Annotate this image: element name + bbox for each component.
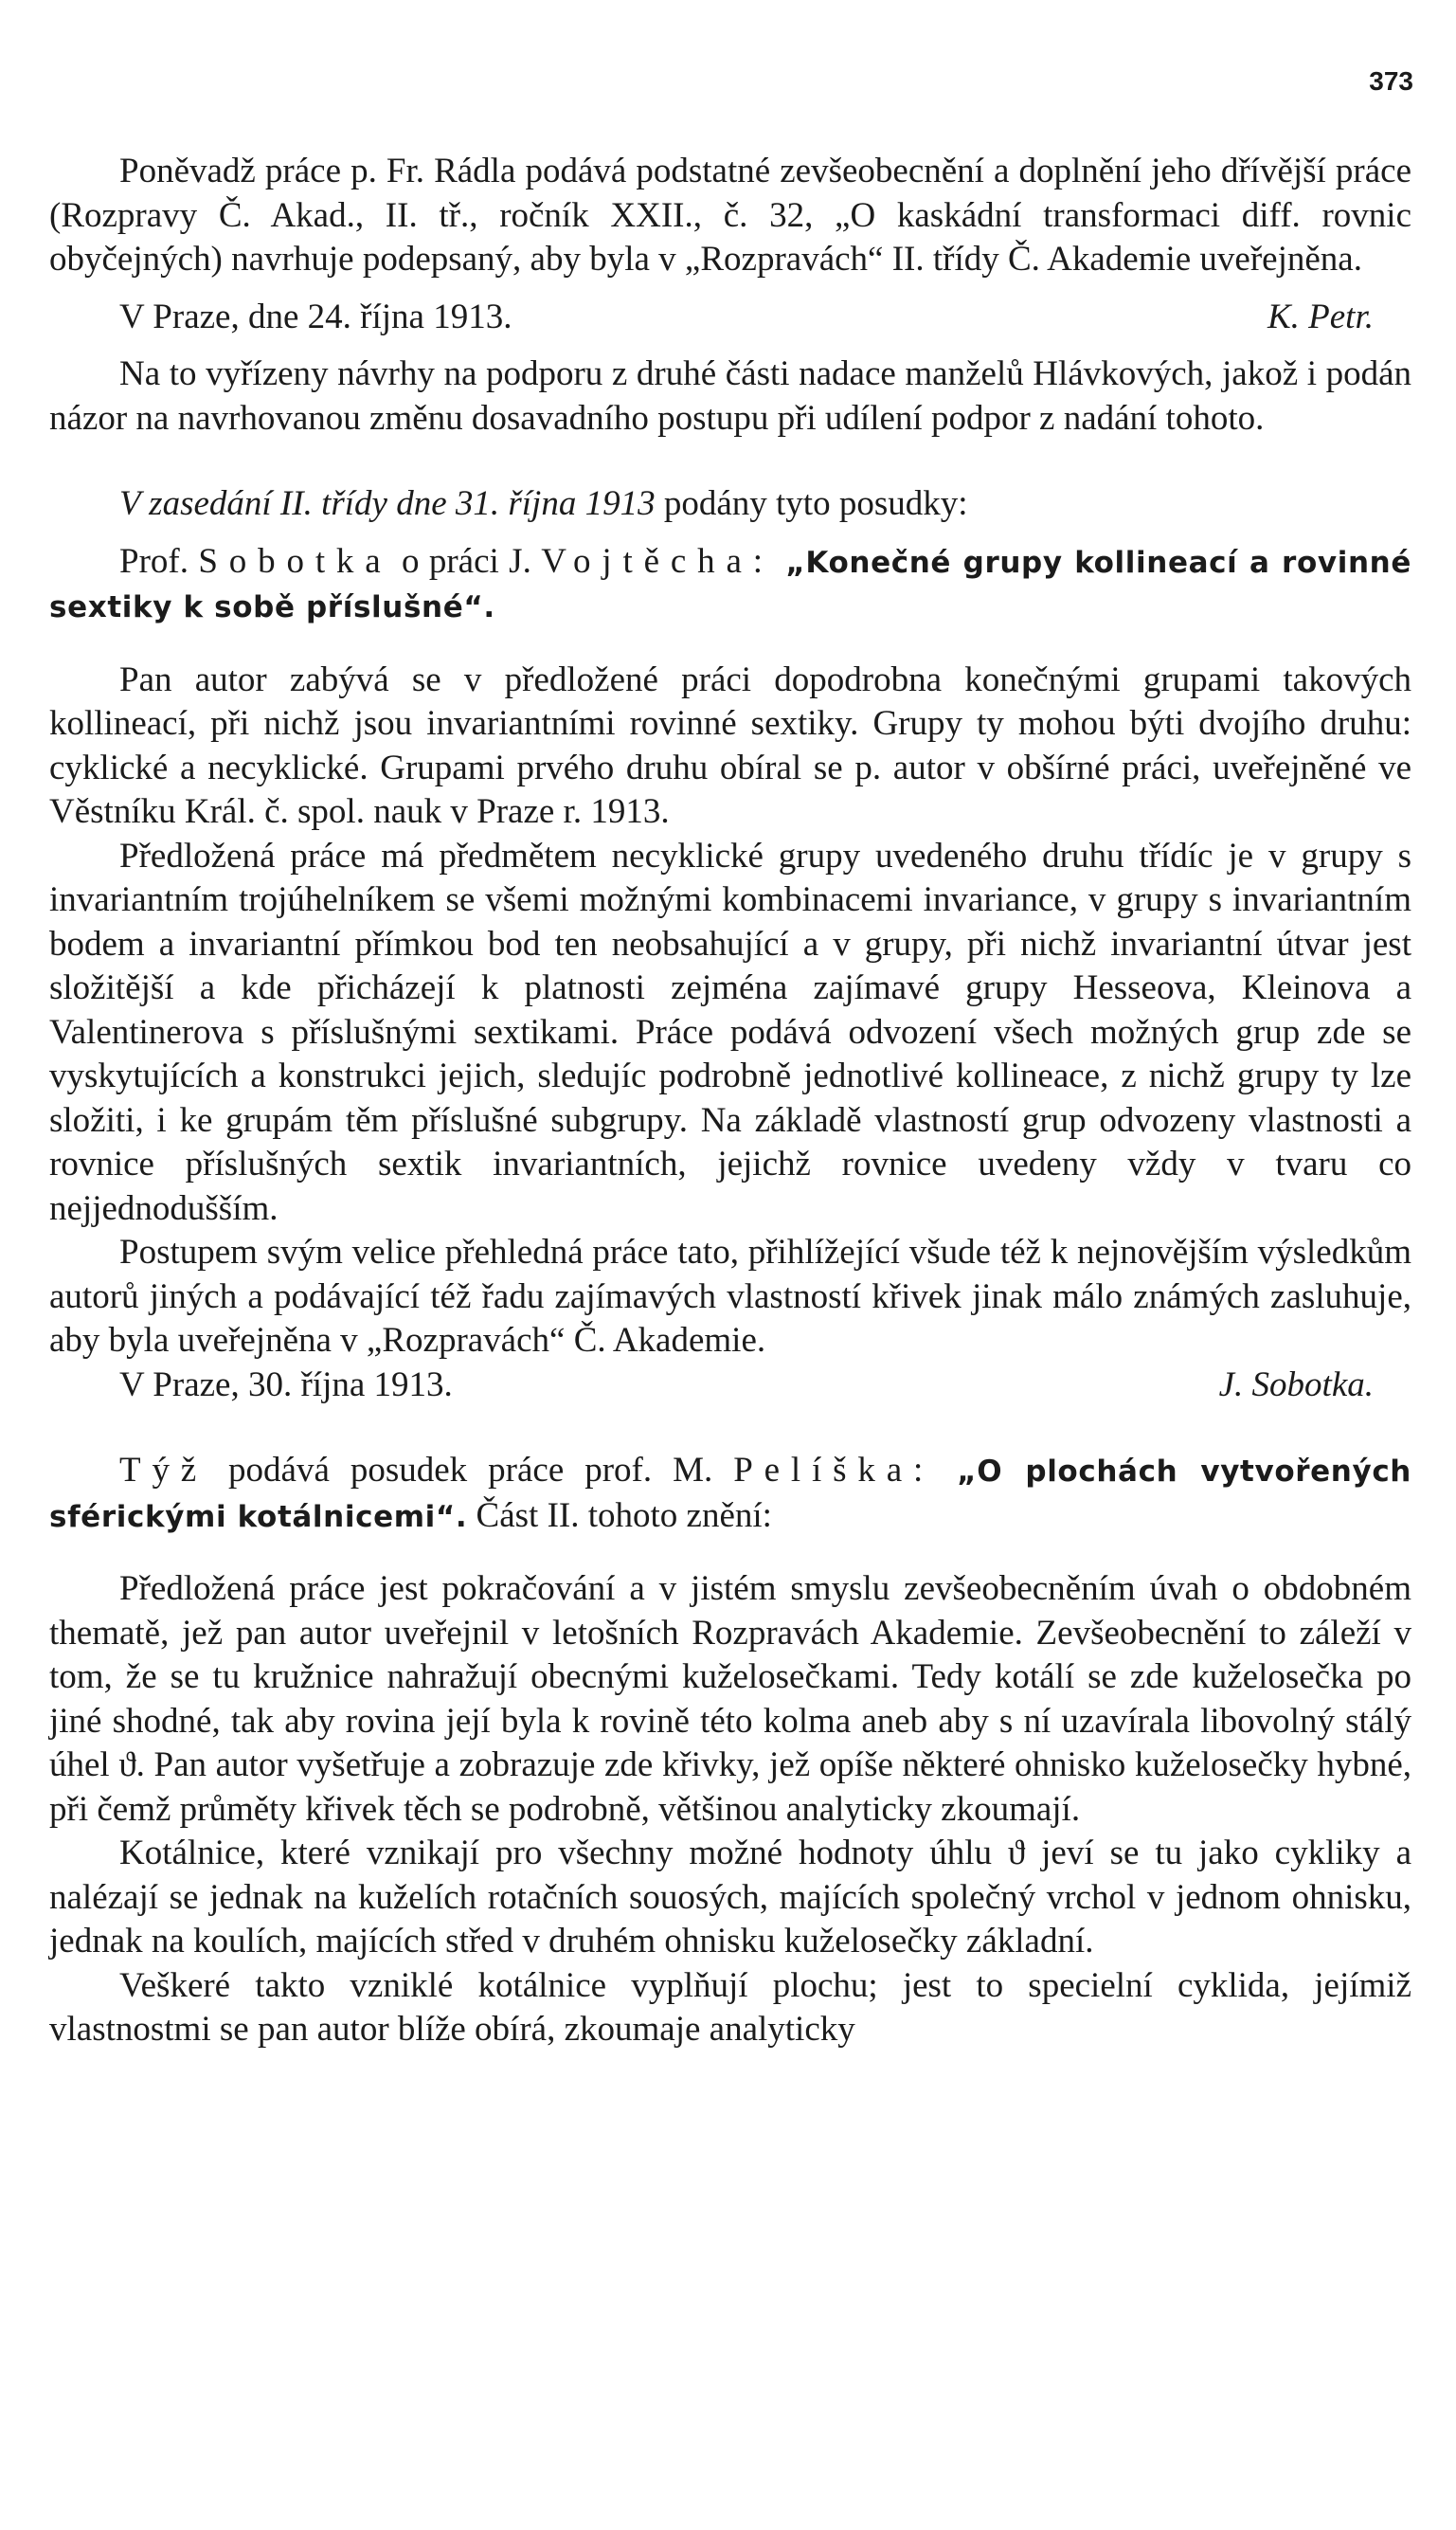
review-heading-text: o práci J. [391,541,542,581]
work-title: „Konečné grupy kollineací a rovinné sextiky k sobě příslušné“. [49,545,1411,624]
review-heading-text: Část II. tohoto znění: [467,1495,772,1535]
paragraph-hlavka-foundation: Na to vyřízeny návrhy na podporu z druhé části nadace manželů Hlávkových, jakož i podán názor na navrhovanou změnu dosavadního postupu při udílení podpor z nadání tohoto. [49,354,1411,438]
paragraph-review-body: Veškeré takto vzniklé kotálnice vyplňují plochu; jest to specielní cyklida, jejímiž vlastnostmi se pan autor blíže obírá, zkoumaje analyticky [49,1965,1411,2049]
session-date: V zasedání II. třídy dne 31. října 1913 [119,484,656,523]
paragraph-review-body: Kotálnice, které vznikají pro všechny možné hodnoty úhlu ϑ jeví se tu jako cykliky a nalézají se jednak na kuželích rotačních souosých, majících společný vrchol v jednom ohnisku, jednak na koulích, majících střed v druhém ohnisku kuželosečky základní. [49,1834,1411,1961]
author-name: Pelíška: [733,1451,935,1490]
author-name: Vojtěcha: [541,541,774,581]
session-rest: podány tyto posudky: [655,484,968,523]
page-number: 373 [1369,66,1413,96]
signature-line-sobotka [49,1364,1411,1408]
paragraph-petr-review: Poněvadž práce p. Fr. Rádla podává podstatné zevšeobecnění a doplnění jeho dřívější práce (Rozpravy Č. Akad., II. tř., ročník XXII., č. 32, „O kaskádní transformaci diff. rovnic obyčejných) navrhuje podepsaný, aby byla v „Rozpravách“ II. třídy Č. Akademie uveřejněna. [49,152,1411,279]
signature-line-petr [49,296,1411,340]
signature-author: K. Petr. [1267,297,1374,336]
paragraph-review-body: Předložená práce má předmětem necyklické grupy uvedeného druhu třídíc je v grupy s invariantním trojúhelníkem se všemi možnými kombinacemi invariance, v grupy s invariantním bodem a invariantní přímkou bod ten neobsahující a v grupy, při nichž invariantní útvar jest složitější a kde přicházejí k platnosti zejména zajímavé grupy Hesseova, Kleinova a Valentinerova s příslušnými sextikami. Práce podává odvození všech možných grup zde se vyskytujících a konstrukci jejich, sledujíc podrobně jednotlivé kollineace, z nichž grupy ty lze složiti, i ke grupám těm příslušné subgrupy. Na základě vlastností grup odvozeny vlastnosti a rovnice příslušných sextik invariantních, jejichž rovnice uvedeny vždy v tvaru co nejjednodušším. [49,836,1411,1228]
review-heading-text: podává posudek práce prof. M. [207,1451,734,1490]
paragraph-review-body: Postupem svým velice přehledná práce tato, přihlížející všude též k nejnovějším výsledkům autorů jiných a podávající též řadu zajímavých vlastností křivek jinak málo známých zasluhuje, aby byla uveřejněna v „Rozpravách“ Č. Akademie. [49,1233,1411,1360]
review-heading-pelisek [49,1449,1411,1539]
session-heading [49,482,1411,527]
review-heading-vojtech [49,540,1411,630]
reviewer-name: Sobotka [198,541,392,581]
signature-place-date: V Praze, dne 24. října 1913. [119,297,512,336]
work-title: „O plochách vytvořených sférickými kotálnicemi“. [49,1455,1411,1534]
signature-author: J. Sobotka. [1218,1364,1374,1404]
paragraph-review-body: Předložená práce jest pokračování a v jistém smyslu zevšeobecněním úvah o obdobném thematě, jež pan autor uveřejnil v letošních Rozpravách Akademie. Zevšeobecnění to záleží v tom, že se tu kružnice nahražují obecnými kuželosečkami. Tedy kotálí se zde kuželosečka po jiné shodné, tak aby rovina její byla k rovině této kolma aneb aby s ní uzavírala libovolný stálý úhel ϑ. Pan autor vyšetřuje a zobrazuje zde křivky, jež opíše některé ohnisko kuželosečky hybné, při čemž průměty křivek těch se podrobně, většinou analyticky zkoumají. [49,1569,1411,1829]
review-heading-text: Prof. [119,541,199,581]
reviewer-name: Týž [119,1451,208,1490]
page-body [49,150,1411,2052]
paragraph-review-body: Pan autor zabývá se v předložené práci dopodrobna konečnými grupami takových kollineací, při nichž jsou invariantními rovinné sextiky. Grupy ty mohou býti dvojího druhu: cyklické a necyklické. Grupami prvého druhu obíral se p. autor v obšírné práci, uveřejněné ve Věstníku Král. č. spol. nauk v Praze r. 1913. [49,660,1411,831]
signature-place-date: V Praze, 30. října 1913. [119,1364,453,1404]
